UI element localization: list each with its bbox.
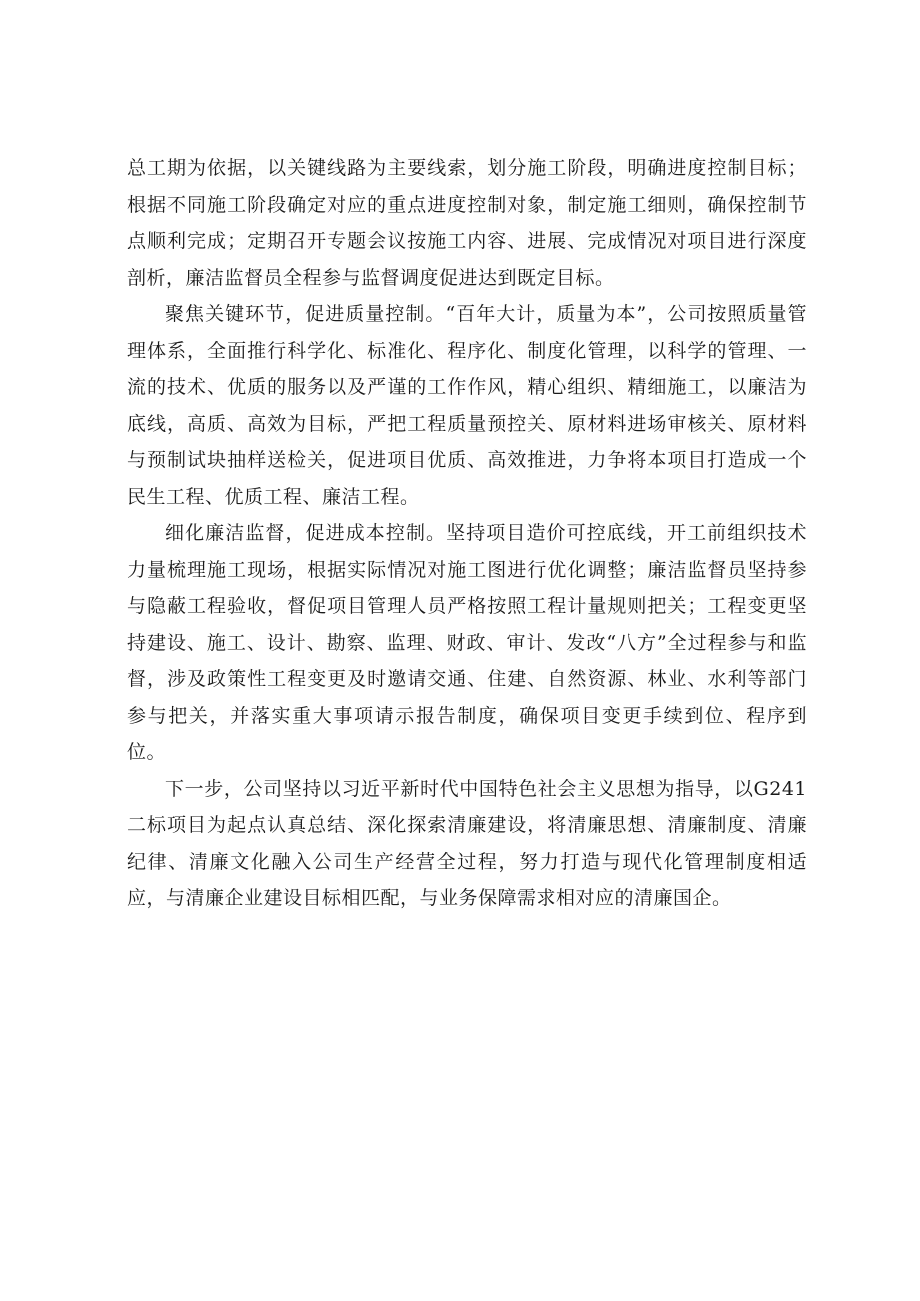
paragraph-next-steps: 下一步，公司坚持以习近平新时代中国特色社会主义思想为指导，以G241二标项目为起点认真总结、深化探索清廉建设，将清廉思想、清廉制度、清廉纪律、清廉文化融入公司生产经营全过程，努力打造与现代化管理制度相适应，与清廉企业建设目标相匹配，与业务保障需求相对应的清廉国企。 bbox=[127, 777, 807, 909]
document-body bbox=[127, 150, 807, 917]
paragraph-schedule-control: 总工期为依据，以关键线路为主要线索，划分施工阶段，明确进度控制目标；根据不同施工阶段确定对应的重点进度控制对象，制定施工细则，确保控制节点顺利完成；定期召开专题会议按施工内容、进展、完成情况对项目进行深度剖析，廉洁监督员全程参与监督调度促进达到既定目标。 bbox=[127, 157, 807, 289]
paragraph-quality-control: 聚焦关键环节，促进质量控制。“百年大计，质量为本”，公司按照质量管理体系，全面推行科学化、标准化、程序化、制度化管理，以科学的管理、一流的技术、优质的服务以及严谨的工作作风，精心组织、精细施工，以廉洁为底线，高质、高效为目标，严把工程质量预控关、原材料进场审核关、原材料与预制试块抽样送检关，促进项目优质、高效推进，力争将本项目打造成一个民生工程、优质工程、廉洁工程。 bbox=[127, 303, 807, 508]
paragraph-cost-control: 细化廉洁监督，促进成本控制。坚持项目造价可控底线，开工前组织技术力量梳理施工现场，根据实际情况对施工图进行优化调整；廉洁监督员坚持参与隐蔽工程验收，督促项目管理人员严格按照工程计量规则把关；工程变更坚持建设、施工、设计、勘察、监理、财政、审计、发改“八方”全过程参与和监督，涉及政策性工程变更及时邀请交通、住建、自然资源、林业、水利等部门参与把关，并落实重大事项请示报告制度，确保项目变更手续到位、程序到位。 bbox=[127, 522, 807, 763]
